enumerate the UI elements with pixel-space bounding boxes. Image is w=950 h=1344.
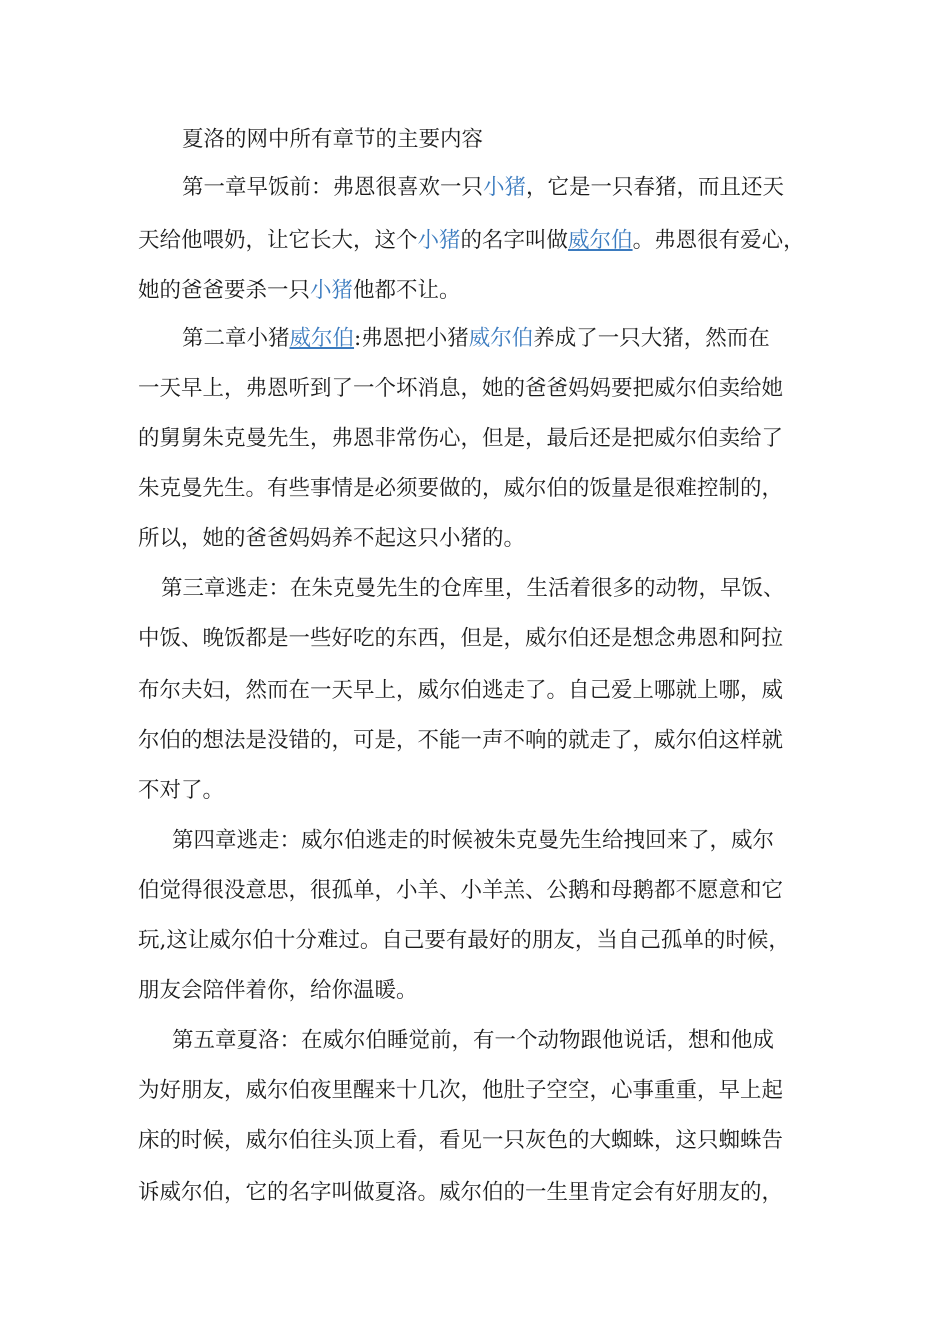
chapter3-line-1: 第三章逃走：在朱克曼先生的仓库里，生活着很多的动物，早饭、 — [161, 576, 785, 601]
chapter1-text: 的名字叫做 — [460, 228, 569, 253]
chapter2-line-1 — [182, 324, 770, 354]
link-wilbur[interactable]: 威尔伯 — [468, 326, 534, 351]
chapter1-text: 第一章早饭前：弗恩很喜欢一只 — [182, 175, 484, 200]
chapter1-text: ，它是一只春猪，而且还天 — [526, 175, 785, 200]
link-wilbur[interactable]: 威尔伯 — [568, 228, 633, 253]
chapter1-line-1 — [182, 173, 784, 203]
chapter1-text: 她的爸爸要杀一只 — [138, 278, 311, 303]
chapter1-text: 天给他喂奶，让它长大，这个 — [138, 228, 418, 253]
chapter2-text: :弗恩把小猪 — [354, 326, 469, 351]
chapter2-text: 第二章小猪 — [182, 326, 290, 351]
chapter4-line-2: 伯觉得很没意思，很孤单，小羊、小羊羔、公鹅和母鹅都不愿意和它 — [138, 878, 784, 903]
chapter1-line-3 — [138, 276, 461, 306]
chapter2-line-2: 一天早上，弗恩听到了一个坏消息，她的爸爸妈妈要把威尔伯卖给她 — [138, 376, 784, 401]
link-piglet[interactable]: 小猪 — [483, 175, 527, 200]
chapter5-line-2: 为好朋友，威尔伯夜里醒来十几次，他肚子空空，心事重重，早上起 — [138, 1078, 784, 1103]
chapter3-line-3: 布尔夫妇，然而在一天早上，威尔伯逃走了。自己爱上哪就上哪，威 — [138, 678, 784, 703]
link-piglet[interactable]: 小猪 — [310, 278, 354, 303]
chapter1-text: 。弗恩很有爱心， — [632, 228, 805, 253]
chapter2-line-3: 的舅舅朱克曼先生，弗恩非常伤心，但是，最后还是把威尔伯卖给了 — [138, 426, 784, 451]
chapter2-line-4: 朱克曼先生。有些事情是必须要做的，威尔伯的饭量是很难控制的， — [138, 476, 784, 501]
chapter2-text: 养成了一只大猪，然而在 — [533, 326, 770, 351]
chapter5-line-4: 诉威尔伯，它的名字叫做夏洛。威尔伯的一生里肯定会有好朋友的， — [138, 1180, 784, 1205]
chapter3-line-2: 中饭、晚饭都是一些好吃的东西，但是，威尔伯还是想念弗恩和阿拉 — [138, 626, 784, 651]
chapter1-text: 他都不让。 — [353, 278, 461, 303]
chapter1-line-2 — [138, 226, 805, 256]
chapter4-line-1: 第四章逃走：威尔伯逃走的时候被朱克曼先生给拽回来了，威尔 — [172, 828, 775, 853]
chapter3-line-4: 尔伯的想法是没错的，可是，不能一声不响的就走了，威尔伯这样就 — [138, 728, 784, 753]
chapter4-line-4: 朋友会陪伴着你，给你温暖。 — [138, 978, 418, 1003]
document-title: 夏洛的网中所有章节的主要内容 — [182, 127, 484, 152]
chapter3-line-5: 不对了。 — [138, 778, 225, 803]
chapter2-line-5: 所以，她的爸爸妈妈养不起这只小猪的。 — [138, 526, 526, 551]
link-piglet[interactable]: 小猪 — [417, 228, 461, 253]
chapter5-line-3: 床的时候，威尔伯往头顶上看，看见一只灰色的大蜘蛛，这只蜘蛛告 — [138, 1128, 784, 1153]
chapter4-line-3: 玩,这让威尔伯十分难过。自己要有最好的朋友，当自己孤单的时候， — [138, 928, 790, 953]
chapter5-line-1: 第五章夏洛：在威尔伯睡觉前，有一个动物跟他说话，想和他成 — [172, 1028, 775, 1053]
link-wilbur[interactable]: 威尔伯 — [289, 326, 355, 351]
